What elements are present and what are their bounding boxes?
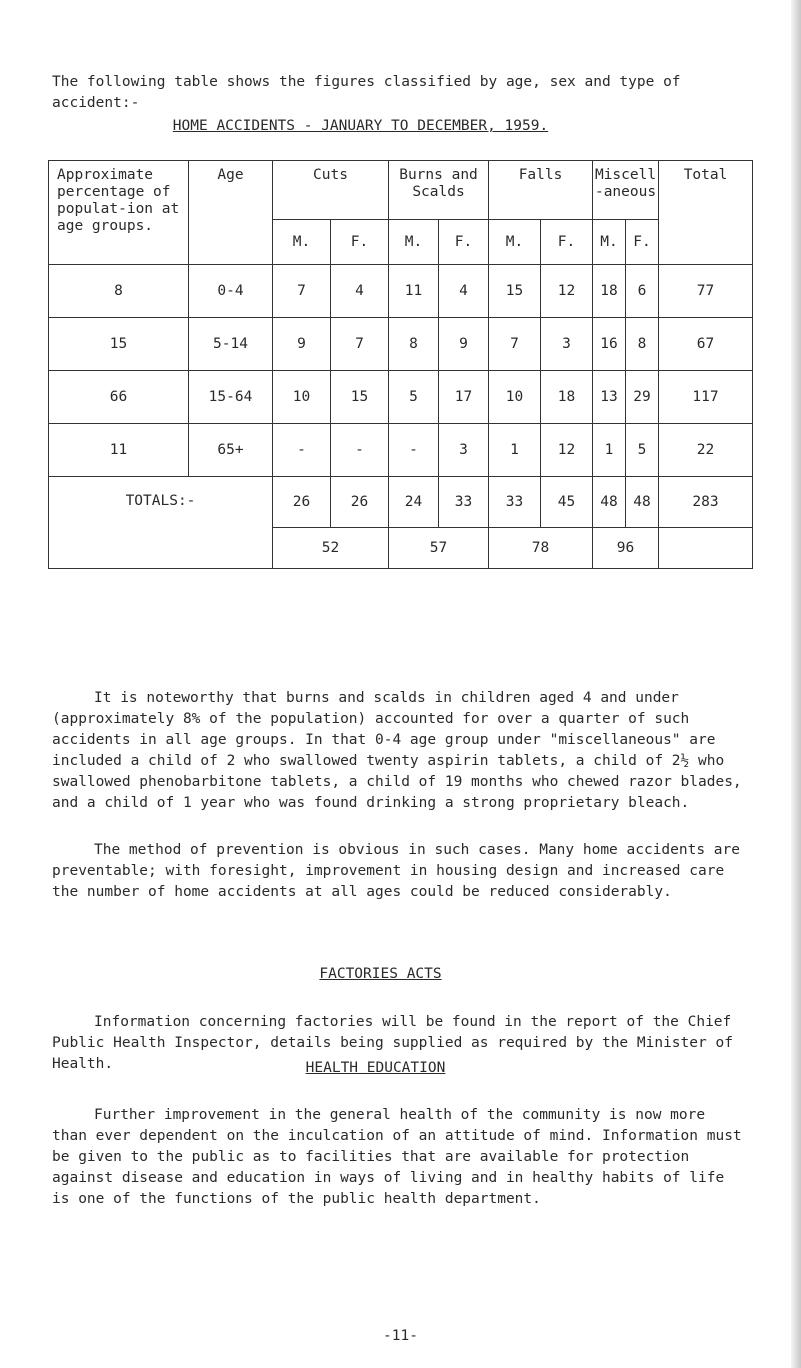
sex-label: M.	[273, 220, 331, 265]
paragraph-prevention: The method of prevention is obvious in such cases. Many home accidents are preventable; with foresight, improvement in housing design and increased care the number of home accidents at all ages could be reduced considerably.	[52, 842, 741, 900]
totals-cell: 26	[331, 477, 389, 528]
value-cell: 4	[331, 265, 389, 318]
value-cell: 4	[439, 265, 489, 318]
factories-heading: FACTORIES ACTS	[319, 966, 442, 982]
totals-cell: 48	[593, 477, 626, 528]
combined-falls: 78	[489, 528, 593, 569]
table-row	[49, 371, 753, 424]
grand-total-cell: 283	[659, 477, 753, 528]
value-cell: 15	[331, 371, 389, 424]
header-falls: Falls	[489, 161, 593, 220]
total-cell: 67	[659, 318, 753, 371]
age-cell: 0-4	[189, 265, 273, 318]
page-edge-shadow	[791, 0, 801, 1368]
combined-cuts: 52	[273, 528, 389, 569]
sex-label: M.	[389, 220, 439, 265]
sex-label: F.	[331, 220, 389, 265]
pct-cell: 66	[49, 371, 189, 424]
paragraph-health-education: Further improvement in the general health of the community is now more than ever dependent on the inculcation of an attitude of mind. Information must be given to the public as to facilities that are available for protection against disease and education in ways of living and in healthy habits of life is one of the functions of the public health department.	[52, 1107, 742, 1207]
paragraph-burns-note: It is noteworthy that burns and scalds in children aged 4 and under (approximately 8% of the population) accounted for over a quarter of such accidents in all age groups. In that 0-4 age group under "miscellaneous" are included a child of 2 who swallowed twenty aspirin tablets, a child of 2½ who swallowed phenobarbitone tablets, a child of 19 months who chewed razor blades, and a child of 1 year who was found drinking a strong proprietary bleach.	[52, 690, 742, 811]
value-cell: 7	[331, 318, 389, 371]
totals-cell: 45	[541, 477, 593, 528]
value-cell: 11	[389, 265, 439, 318]
header-cuts: Cuts	[273, 161, 389, 220]
table-row	[49, 424, 753, 477]
value-cell: -	[331, 424, 389, 477]
totals-cell: 33	[439, 477, 489, 528]
value-cell: 7	[273, 265, 331, 318]
sex-label: M.	[489, 220, 541, 265]
empty-cell	[659, 528, 753, 569]
age-cell: 5-14	[189, 318, 273, 371]
value-cell: 16	[593, 318, 626, 371]
value-cell: 5	[389, 371, 439, 424]
combined-burns: 57	[389, 528, 489, 569]
sex-label: M.	[593, 220, 626, 265]
value-cell: -	[273, 424, 331, 477]
total-cell: 22	[659, 424, 753, 477]
paragraph-factories: Information concerning factories will be found in the report of the Chief Public Health Inspector, details being supplied as required by the Minister of Health.	[52, 1014, 733, 1072]
value-cell: 12	[541, 424, 593, 477]
value-cell: 10	[273, 371, 331, 424]
header-burns-scalds: Burns and Scalds	[389, 161, 489, 220]
value-cell: 18	[541, 371, 593, 424]
pct-cell: 15	[49, 318, 189, 371]
value-cell: 1	[489, 424, 541, 477]
value-cell: 18	[593, 265, 626, 318]
value-cell: 1	[593, 424, 626, 477]
age-cell: 65+	[189, 424, 273, 477]
header-approx-percentage: Approximate percentage of populat-ion at age groups.	[49, 161, 189, 265]
sex-label: F.	[439, 220, 489, 265]
totals-cell: 48	[626, 477, 659, 528]
health-education-heading: HEALTH EDUCATION	[305, 1060, 446, 1076]
value-cell: 13	[593, 371, 626, 424]
value-cell: -	[389, 424, 439, 477]
value-cell: 6	[626, 265, 659, 318]
table-title: HOME ACCIDENTS - JANUARY TO DECEMBER, 1959.	[172, 118, 549, 134]
value-cell: 8	[626, 318, 659, 371]
home-accidents-table	[48, 160, 753, 569]
value-cell: 9	[439, 318, 489, 371]
total-cell: 117	[659, 371, 753, 424]
header-total: Total	[659, 161, 753, 265]
age-cell: 15-64	[189, 371, 273, 424]
pct-cell: 8	[49, 265, 189, 318]
table-row	[49, 265, 753, 318]
totals-cell: 26	[273, 477, 331, 528]
value-cell: 15	[489, 265, 541, 318]
total-cell: 77	[659, 265, 753, 318]
totals-label: TOTALS:-	[49, 477, 273, 569]
page-number: -11-	[383, 1328, 418, 1344]
value-cell: 17	[439, 371, 489, 424]
totals-cell: 33	[489, 477, 541, 528]
value-cell: 7	[489, 318, 541, 371]
value-cell: 5	[626, 424, 659, 477]
totals-row	[49, 477, 753, 528]
value-cell: 3	[439, 424, 489, 477]
sex-label: F.	[541, 220, 593, 265]
combined-misc: 96	[593, 528, 659, 569]
totals-cell: 24	[389, 477, 439, 528]
value-cell: 3	[541, 318, 593, 371]
value-cell: 12	[541, 265, 593, 318]
value-cell: 29	[626, 371, 659, 424]
sex-label: F.	[626, 220, 659, 265]
header-age: Age	[189, 161, 273, 265]
pct-cell: 11	[49, 424, 189, 477]
intro-text: The following table shows the figures classified by age, sex and type of accident:-	[52, 74, 681, 111]
value-cell: 9	[273, 318, 331, 371]
value-cell: 10	[489, 371, 541, 424]
table-row	[49, 318, 753, 371]
value-cell: 8	[389, 318, 439, 371]
header-miscellaneous: Miscell -aneous	[593, 161, 659, 220]
